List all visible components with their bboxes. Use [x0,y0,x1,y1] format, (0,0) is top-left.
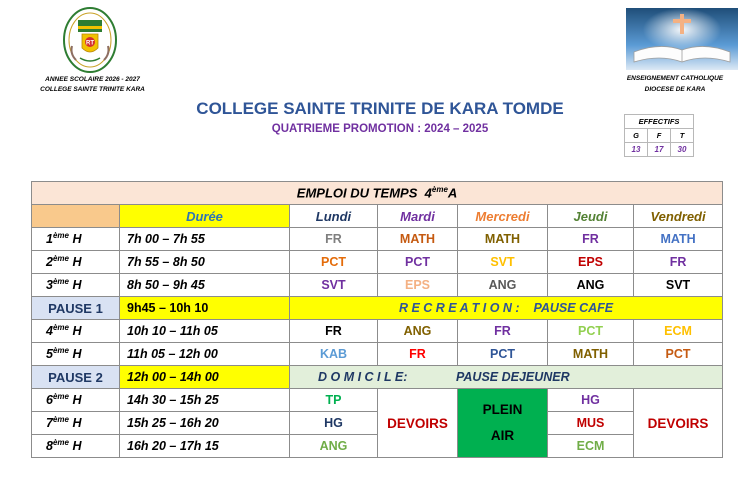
time-slot-7: 15h 25 – 16h 20 [120,412,290,435]
hour-suffix: H [72,278,82,293]
promotion-subtitle: QUATRIEME PROMOTION : 2024 – 2025 [271,123,489,135]
effectifs-value-g: 13 [625,143,648,157]
hour-suffix: H [72,393,82,408]
subject-mardi-1: MATH [378,228,458,251]
effectifs-value-f: 17 [648,143,671,157]
hour-suffix: H [72,439,82,454]
subject-mardi-2: PCT [378,251,458,274]
subject-mardi-4: ANG [378,320,458,343]
subject-lundi-5: KAB [290,343,378,366]
hour-ordinal: ème [52,231,69,241]
hour-ordinal: ème [52,346,69,356]
plein-air-line1: PLEIN [482,402,523,417]
subject-mercredi-1: MATH [458,228,548,251]
hour-suffix: H [72,255,82,270]
diocese-label: DIOCESE DE KARA [644,86,706,93]
time-slot-2: 7h 55 – 8h 50 [120,251,290,274]
time-slot-8: 16h 20 – 17h 15 [120,435,290,458]
pause1-time: 9h45 – 10h 10 [120,297,290,320]
table-row [32,343,723,366]
hour-label-8 [32,435,120,458]
hour-suffix: H [72,347,82,362]
hour-label-1 [32,228,120,251]
pause1-label: PAUSE 1 [32,297,120,320]
duree-header: Durée [120,205,290,228]
subject-jeudi-7: MUS [548,412,634,435]
class-ordinal: ème [431,185,448,195]
time-slot-3: 8h 50 – 9h 45 [120,274,290,297]
subject-jeudi-2: EPS [548,251,634,274]
hour-number: 6 [46,393,53,408]
effectifs-header-f: F [648,129,671,143]
school-seal-logo [62,6,118,74]
table-row [32,251,723,274]
subject-jeudi-4: PCT [548,320,634,343]
time-slot-4: 10h 10 – 11h 05 [120,320,290,343]
hour-ordinal: ème [52,277,69,287]
timetable-title [32,182,723,205]
subject-mardi-3: EPS [378,274,458,297]
day-header-jeudi: Jeudi [548,205,634,228]
hour-number: 4 [46,324,53,339]
subject-vendredi-1: MATH [634,228,723,251]
subject-mercredi-5: PCT [458,343,548,366]
timetable [31,181,723,458]
subject-mercredi-2: SVT [458,251,548,274]
hour-label-6 [32,389,120,412]
subject-lundi-1: FR [290,228,378,251]
effectifs-header-g: G [625,129,648,143]
effectifs-label: EFFECTIFS [625,115,694,129]
hour-suffix: H [72,416,82,431]
subject-lundi-4: FR [290,320,378,343]
table-row [32,435,723,458]
day-header-mercredi: Mercredi [458,205,548,228]
pause1-banner [290,297,723,320]
subject-mercredi-4: FR [458,320,548,343]
subject-jeudi-6: HG [548,389,634,412]
pause2-banner [290,366,723,389]
class-letter: A [447,185,458,201]
subject-lundi-7: HG [290,412,378,435]
catholic-education-label: ENSEIGNEMENT CATHOLIQUE [626,75,724,82]
afternoon-block [32,389,723,458]
hour-number: 7 [46,416,53,431]
subject-lundi-2: PCT [290,251,378,274]
hour-label-3 [32,274,120,297]
table-row [32,389,723,412]
subject-jeudi-8: ECM [548,435,634,458]
pause2-label: PAUSE 2 [32,366,120,389]
corner-cell [32,205,120,228]
hour-ordinal: ème [52,323,69,333]
effectifs-value-t: 30 [671,143,694,157]
plein-air-cell [458,389,548,458]
subject-jeudi-3: ANG [548,274,634,297]
subject-lundi-8: ANG [290,435,378,458]
hour-ordinal: ème [52,254,69,264]
table-row [32,274,723,297]
plein-air-line2: AIR [490,428,515,443]
table-row [32,320,723,343]
hour-label-4 [32,320,120,343]
pause-cafe-label: PAUSE CAFE [533,301,614,315]
subject-vendredi-3: SVT [634,274,723,297]
subject-lundi-6: TP [290,389,378,412]
day-header-vendredi: Vendredi [634,205,723,228]
morning-block-1 [32,228,723,297]
subject-mardi-5: FR [378,343,458,366]
time-slot-5: 11h 05 – 12h 00 [120,343,290,366]
seal-letters: RT [86,40,94,47]
hour-number: 8 [46,439,53,454]
school-name-label: COLLEGE SAINTE TRINITE KARA [40,86,145,93]
hour-ordinal: ème [52,438,69,448]
class-number: 4 [424,185,432,201]
hour-number: 3 [46,278,53,293]
table-row [32,412,723,435]
devoirs-vendredi: DEVOIRS [634,389,723,458]
school-year-label: ANNEE SCOLAIRE 2026 - 2027 [45,76,140,83]
hour-suffix: H [72,324,82,339]
pause2-time: 12h 00 – 14h 00 [120,366,290,389]
subject-jeudi-5: MATH [548,343,634,366]
subject-jeudi-1: FR [548,228,634,251]
timetable-title-text: EMPLOI DU TEMPS [296,185,418,201]
hour-number: 1 [46,232,53,247]
subject-lundi-3: SVT [290,274,378,297]
page-title: COLLEGE SAINTE TRINITE DE KARA TOMDE [196,99,564,118]
devoirs-mardi: DEVOIRS [378,389,458,458]
hour-label-7 [32,412,120,435]
time-slot-1: 7h 00 – 7h 55 [120,228,290,251]
hour-label-5 [32,343,120,366]
effectifs-header-t: T [671,129,694,143]
pause-dejeuner-label: PAUSE DEJEUNER [455,370,570,384]
morning-block-2 [32,320,723,366]
effectifs-table [624,114,694,157]
hour-label-2 [32,251,120,274]
subject-vendredi-5: PCT [634,343,723,366]
hour-number: 5 [46,347,53,362]
domicile-label: D O M I C I L E: [318,370,408,384]
day-header-lundi: Lundi [290,205,378,228]
recreation-label: R E C R E A T I O N : [398,301,520,315]
hour-suffix: H [72,232,82,247]
hour-ordinal: ème [52,415,69,425]
subject-vendredi-4: ECM [634,320,723,343]
subject-mercredi-3: ANG [458,274,548,297]
hour-ordinal: ème [52,392,69,402]
day-header-mardi: Mardi [378,205,458,228]
catholic-bible-cross-logo [626,8,738,70]
hour-number: 2 [46,255,53,270]
table-row [32,228,723,251]
subject-vendredi-2: FR [634,251,723,274]
time-slot-6: 14h 30 – 15h 25 [120,389,290,412]
